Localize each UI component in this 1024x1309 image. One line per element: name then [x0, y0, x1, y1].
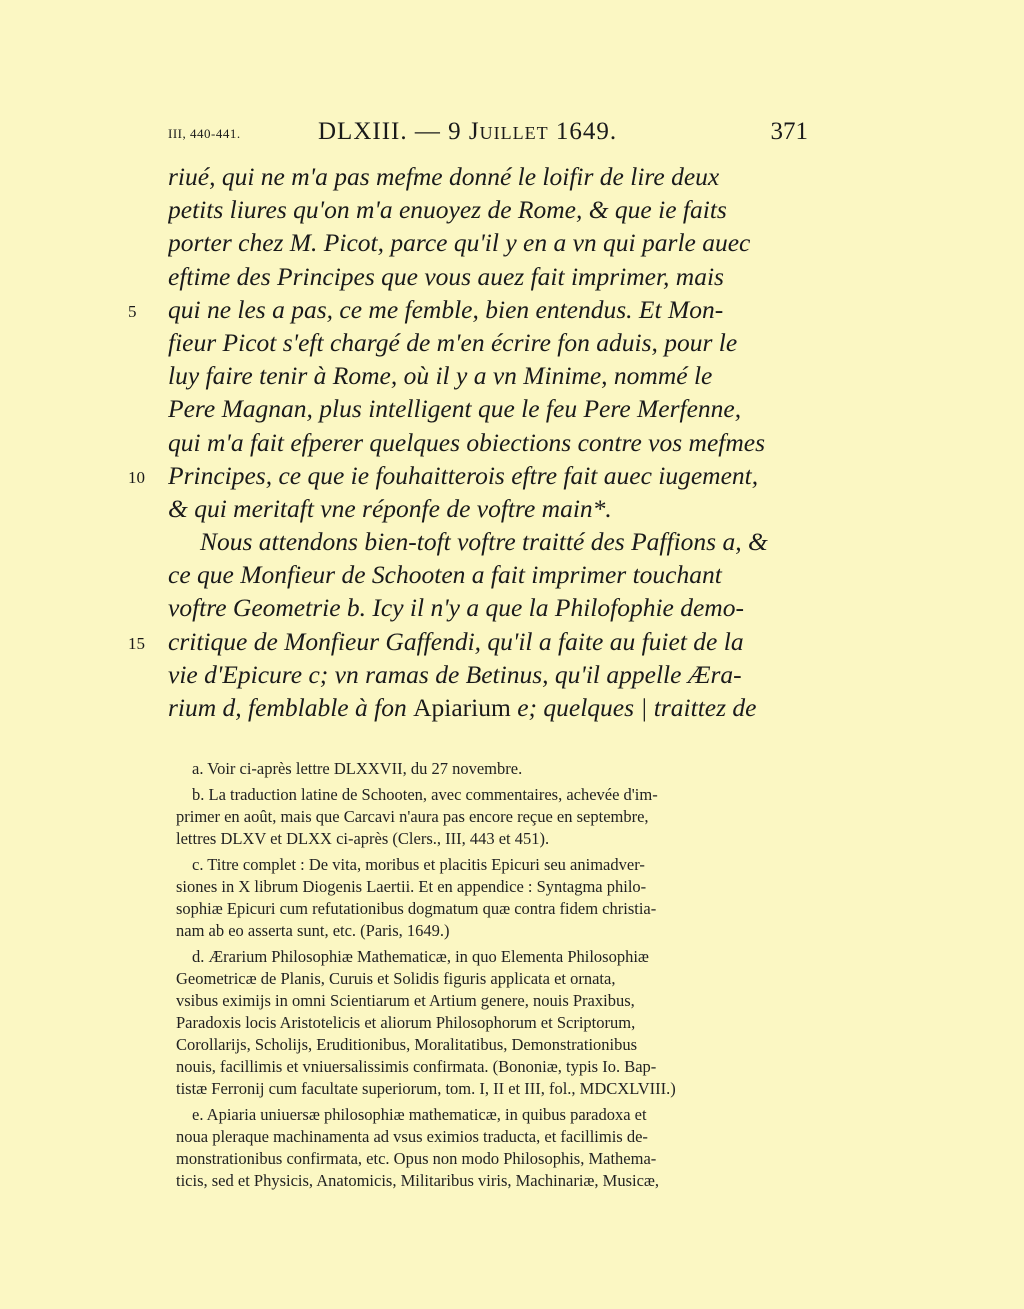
footnote-d-cont: vsibus eximijs in omni Scientiarum et Artium genere, nouis Praxibus,	[176, 991, 635, 1010]
body-line: porter chez M. Picot, parce qu'il y en a vn qui parle auec	[168, 228, 751, 258]
footnote-c-cont: nam ab eo asserta sunt, etc. (Paris, 1649.)	[176, 921, 450, 940]
footnote-c-cont: sophiæ Epicuri cum refutationibus dogmatum quæ contra fidem christia-	[176, 899, 657, 918]
body-line: petits liures qu'on m'a enuoyez de Rome, & que ie faits	[168, 195, 727, 225]
footnote-e-cont: noua pleraque machinamenta ad vsus eximios traducta, et facillimis de-	[176, 1127, 648, 1146]
footnotes	[176, 758, 808, 1192]
footnote-b: b. La traduction latine de Schooten, avec commentaires, achevée d'im-	[192, 785, 658, 804]
footnote-d-cont: tistæ Ferronij cum facultate superiorum, tom. I, II et III, fol., MDCXLVIII.)	[176, 1079, 676, 1098]
letter-body	[168, 160, 808, 724]
body-line-last	[168, 691, 808, 724]
title-dash: —	[414, 118, 441, 145]
body-line: ce que Monfieur de Schooten a fait imprimer touchant	[168, 560, 722, 590]
footnote-b-cont: primer en août, mais que Carcavi n'aura pas encore reçue en septembre,	[176, 807, 649, 826]
body-last-part1: rium d, femblable à fon	[168, 693, 407, 722]
body-line: eftime des Principes que vous auez fait imprimer, mais	[168, 261, 724, 291]
body-line: qui m'a fait efperer quelques obiections contre vos mefmes	[168, 427, 766, 457]
body-line: voftre Geometrie b. Icy il n'y a que la Philofophie demo-	[168, 593, 744, 623]
page-number: 371	[770, 118, 808, 145]
body-line: fieur Picot s'eft chargé de m'en écrire fon aduis, pour le	[168, 327, 738, 357]
body-line: Principes, ce que ie fouhaitterois eftre fait auec iugement,	[168, 460, 759, 490]
footnote-d-cont: nouis, facillimis et vniuersalissimis confirmata. (Bononiæ, typis Io. Bap-	[176, 1057, 657, 1076]
body-line: qui ne les a pas, ce me femble, bien entendus. Et Mon-	[168, 294, 724, 324]
letter-number: DLXIII.	[318, 118, 408, 145]
letter-title	[318, 118, 617, 146]
body-line: critique de Monfieur Gaffendi, qu'il a faite au fuiet de la	[168, 626, 744, 656]
body-line: Pere Magnan, plus intelligent que le feu Pere Merfenne,	[168, 394, 742, 424]
body-line: Nous attendons bien-toft voftre traitté des Paffions a, &	[200, 527, 768, 557]
footnote-d-cont: Paradoxis locis Aristotelicis et aliorum Philosophorum et Scriptorum,	[176, 1013, 636, 1032]
line-number-5: 5	[128, 302, 137, 321]
volume-reference: III, 440-441.	[168, 126, 241, 141]
footnote-c: c. Titre complet : De vita, moribus et placitis Epicuri seu animadver-	[192, 855, 645, 874]
date-year: 1649.	[555, 118, 618, 145]
body-last-apiarium: Apiarium	[413, 693, 511, 722]
body-line: riué, qui ne m'a pas mefme donné le loifir de lire deux	[168, 162, 720, 191]
date-month: Juillet	[468, 118, 549, 145]
page-header	[168, 118, 808, 152]
footnote-d-cont: Corollarijs, Scholijs, Eruditionibus, Moralitatibus, Demonstrationibus	[176, 1035, 638, 1054]
footnote-e-cont: monstrationibus confirmata, etc. Opus non modo Philosophis, Mathema-	[176, 1149, 657, 1168]
body-line: vie d'Epicure c; vn ramas de Betinus, qu'il appelle Æra-	[168, 659, 742, 689]
footnote-d: d. Ærarium Philosophiæ Mathematicæ, in quo Elementa Philosophiæ	[192, 947, 649, 966]
footnote-e: e. Apiaria uniuersæ philosophiæ mathematicæ, in quibus paradoxa et	[192, 1105, 647, 1124]
date-day: 9	[448, 118, 462, 145]
footnote-b-cont: lettres DLXV et DLXX ci-après (Clers., III, 443 et 451).	[176, 829, 550, 848]
line-number-10: 10	[128, 468, 145, 487]
body-line: & qui meritaft vne réponfe de voftre main*.	[168, 493, 612, 523]
body-line: luy faire tenir à Rome, où il y a vn Minime, nommé le	[168, 361, 713, 391]
footnote-c-cont: siones in X librum Diogenis Laertii. Et en appendice : Syntagma philo-	[176, 877, 647, 896]
body-last-part3: e; quelques | traittez de	[517, 693, 757, 722]
line-number-15: 15	[128, 634, 145, 653]
footnote-e-cont: ticis, sed et Physicis, Anatomicis, Militaribus viris, Machinariæ, Musicæ,	[176, 1171, 660, 1190]
footnote-d-cont: Geometricæ de Planis, Curuis et Solidis figuris applicata et ornata,	[176, 969, 616, 988]
footnote-a: a. Voir ci-après lettre DLXXVII, du 27 novembre.	[192, 759, 523, 778]
